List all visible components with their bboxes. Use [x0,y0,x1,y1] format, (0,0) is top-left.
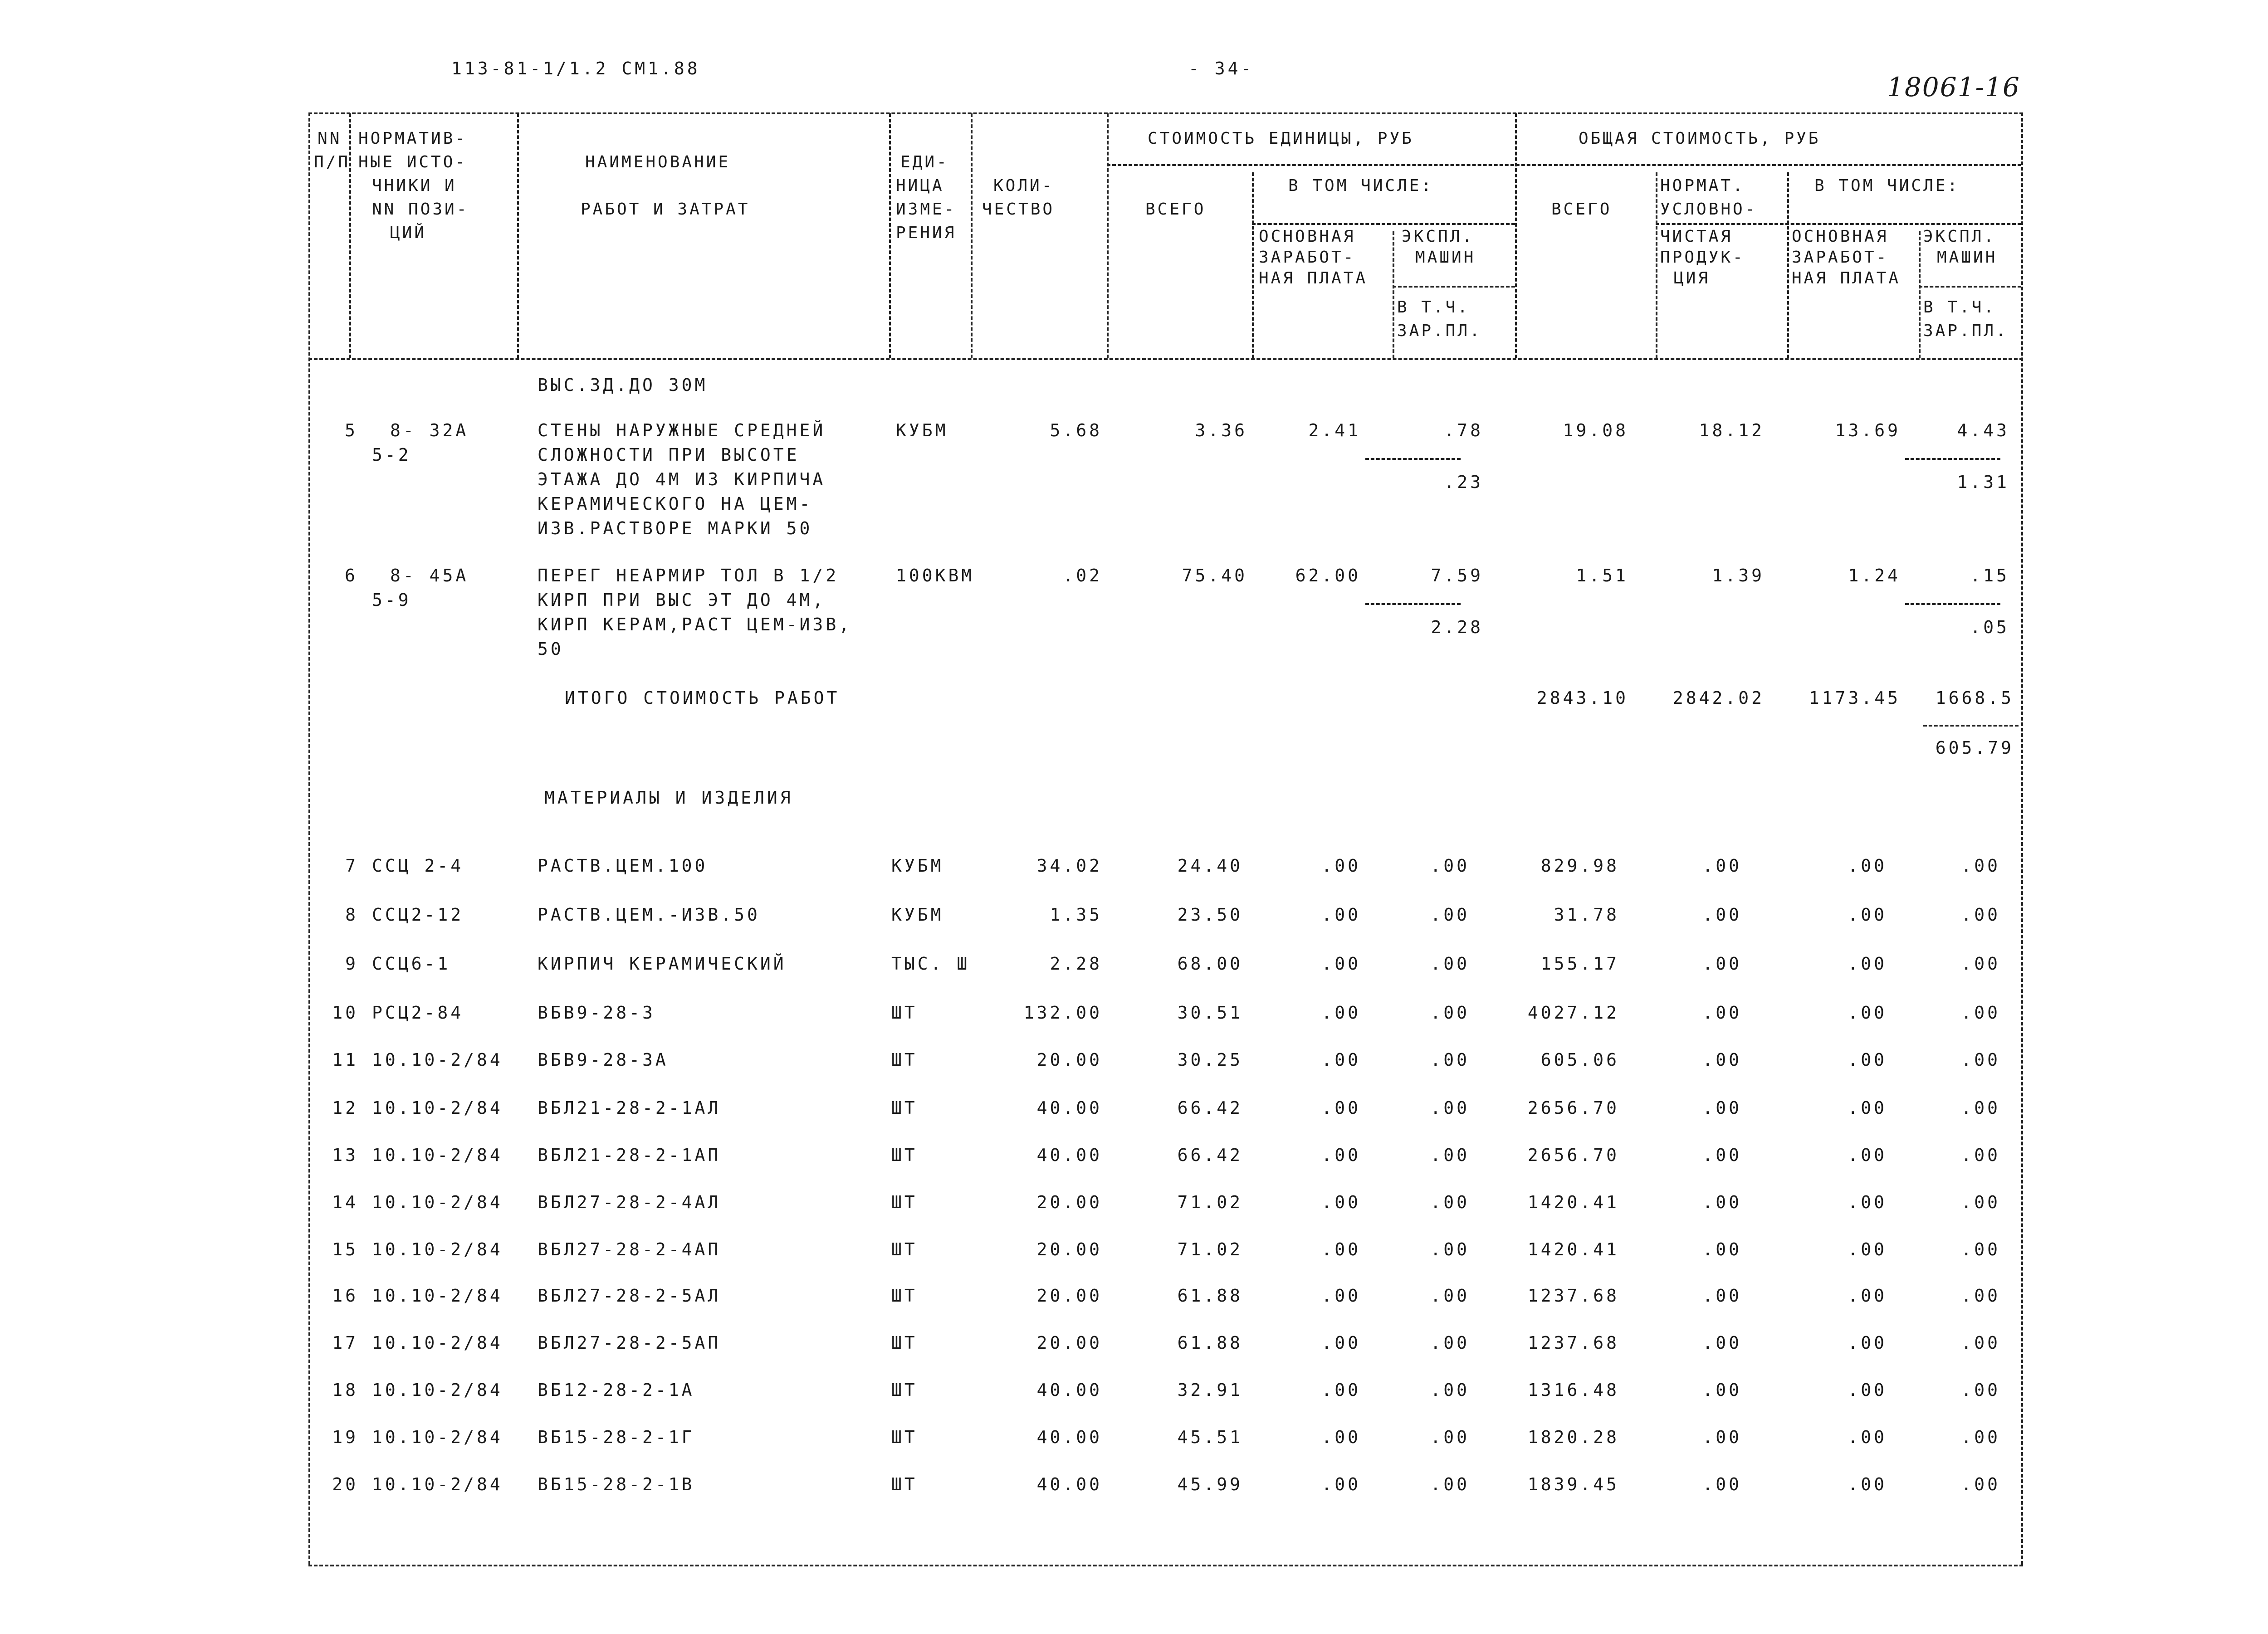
hdr-total-eksp-1: ЭКСПЛ. [1923,227,1996,246]
cell-tzp: .00 [1848,954,1887,974]
cell-em: .00 [1430,856,1470,876]
hdr-unit-cost: СТОИМОСТЬ ЕДИНИЦЫ, РУБ [1148,129,1414,148]
cell-zp: .00 [1321,1427,1361,1447]
cell-em: .00 [1430,1050,1470,1070]
cell-code: 10.10-2/84 [372,1427,503,1447]
cell-name: ВБ15-28-2-1Г [538,1427,695,1447]
cell-unit: ТЫС. Ш [891,954,970,974]
col-sep [1515,113,1517,358]
itogo-tem-zp: 605.79 [1935,738,2014,758]
row5-zp: 2.41 [1308,420,1361,440]
row6-tem-divider [1905,603,2000,605]
hdr-norm-4: NN ПОЗИ- [372,200,469,219]
row6-tzp: 1.24 [1848,566,1901,585]
cell-em: .00 [1430,1380,1470,1400]
hdr-unit-vsego: ВСЕГО [1145,200,1206,219]
cell-unit: ШТ [891,1286,918,1306]
cell-total: 2656.70 [1527,1098,1619,1118]
row6-num: 6 [345,566,358,585]
cell-unit: КУБМ [891,856,944,876]
hdr-norm-2: НЫЕ ИСТО- [358,153,468,171]
row5-name-3: ЭТАЖА ДО 4М ИЗ КИРПИЧА [538,469,826,489]
cell-total: 31.78 [1554,905,1619,925]
cell-zp: .00 [1321,954,1361,974]
cell-em: .00 [1430,1427,1470,1447]
cell-ucp: .00 [1702,1098,1742,1118]
cell-unit: ШТ [891,1003,918,1023]
header-sub-border [1656,223,2021,225]
cell-tem: .00 [1961,954,2000,974]
cell-zp: .00 [1321,1098,1361,1118]
col-sep [889,113,891,358]
hdr-name-1: НАИМЕНОВАНИЕ [585,153,731,171]
cell-tem: .00 [1961,1145,2000,1165]
col-sep [349,113,351,358]
cell-total: 1420.41 [1527,1192,1619,1212]
cell-name: ВБЛ27-28-2-4АЛ [538,1192,721,1212]
row6-price: 75.40 [1182,566,1247,585]
cell-n: 17 [332,1333,358,1353]
cell-tzp: .00 [1848,1145,1887,1165]
row5-num: 5 [345,420,358,440]
cell-tzp: .00 [1848,1050,1887,1070]
cell-code: 10.10-2/84 [372,1192,503,1212]
handwritten-stamp: 18061-16 [1887,72,2020,102]
cell-em: .00 [1430,1003,1470,1023]
hdr-qty-2: ЧЕСТВО [982,200,1055,219]
cell-qty: 40.00 [1036,1474,1102,1494]
cell-price: 71.02 [1177,1239,1243,1259]
cell-unit: ШТ [891,1050,918,1070]
row5-em-divider [1365,458,1461,460]
hdr-unit-osn-2: ЗАРАБОТ- [1259,248,1356,267]
cell-n: 13 [332,1145,358,1165]
hdr-unit-4: РЕНИЯ [896,224,957,242]
cell-tzp: .00 [1848,1192,1887,1212]
cell-price: 24.40 [1177,856,1243,876]
doc-code: 113-81-1/1.2 СМ1.88 [451,59,700,78]
cell-ucp: .00 [1702,1474,1742,1494]
cell-tem: .00 [1961,1050,2000,1070]
cell-code: ССЦ2-12 [372,905,464,925]
section-prev: ВЫС.ЗД.ДО 30М [538,375,708,395]
hdr-unit-1: ЕДИ- [900,153,949,171]
cell-price: 30.25 [1177,1050,1243,1070]
cell-code: 10.10-2/84 [372,1380,503,1400]
cell-unit: КУБМ [891,905,944,925]
row5-tem-zp: 1.31 [1957,472,2009,492]
cell-qty: 40.00 [1036,1145,1102,1165]
cell-tzp: .00 [1848,1239,1887,1259]
cell-ucp: .00 [1702,856,1742,876]
cell-unit: ШТ [891,1192,918,1212]
header-sub-border [1393,286,1515,288]
cell-n: 7 [345,856,358,876]
cell-zp: .00 [1321,856,1361,876]
cell-zp: .00 [1321,1286,1361,1306]
cell-tem: .00 [1961,1380,2000,1400]
cell-name: ВБВ9-28-3 [538,1003,655,1023]
hdr-total-vtch-2: ЗАР.ПЛ. [1923,322,2008,340]
cell-tzp: .00 [1848,1380,1887,1400]
cell-qty: 40.00 [1036,1380,1102,1400]
cell-name: КИРПИЧ КЕРАМИЧЕСКИЙ [538,954,787,974]
hdr-unit-vtch-2: ЗАР.ПЛ. [1397,322,1482,340]
cell-ucp: .00 [1702,1427,1742,1447]
cell-qty: 40.00 [1036,1427,1102,1447]
cell-code: ССЦ6-1 [372,954,451,974]
cell-code: 10.10-2/84 [372,1239,503,1259]
cell-total: 829.98 [1540,856,1619,876]
hdr-pp: П/П [314,153,351,171]
row5-unit: КУБМ [896,420,948,440]
row5-tem-divider [1905,458,2000,460]
cell-n: 18 [332,1380,358,1400]
row5-ucp: 18.12 [1699,420,1765,440]
cell-tem: .00 [1961,1474,2000,1494]
cell-price: 23.50 [1177,905,1243,925]
table-right-border [2021,112,2023,1565]
cell-tem: .00 [1961,1098,2000,1118]
cell-code: 10.10-2/84 [372,1050,503,1070]
hdr-unit-osn-3: НАЯ ПЛАТА [1259,269,1368,288]
cell-tem: .00 [1961,856,2000,876]
cell-tem: .00 [1961,1003,2000,1023]
row6-name-4: 50 [538,639,564,659]
hdr-total-osn-1: ОСНОВНАЯ [1792,227,1889,246]
cell-total: 1839.45 [1527,1474,1619,1494]
header-sub-border [1252,223,1515,225]
hdr-norm-3: ЧНИКИ И [372,176,457,195]
itogo-total: 2843.10 [1536,688,1628,708]
cell-n: 8 [345,905,358,925]
row6-ucp: 1.39 [1712,566,1765,585]
hdr-normat-3: ЧИСТАЯ [1660,227,1733,246]
cell-tem: .00 [1961,1239,2000,1259]
cell-price: 66.42 [1177,1145,1243,1165]
row5-name-4: КЕРАМИЧЕСКОГО НА ЦЕМ- [538,494,813,514]
itogo-ucp: 2842.02 [1672,688,1765,708]
row6-code-1: 8- 45А [390,566,469,585]
hdr-total-vtch-1: В Т.Ч. [1923,298,1996,317]
row6-unit: 100КВМ [896,566,975,585]
hdr-norm-1: НОРМАТИВ- [358,129,468,148]
cell-name: ВБЛ27-28-2-5АЛ [538,1286,721,1306]
cell-n: 11 [332,1050,358,1070]
row5-em: .78 [1444,420,1483,440]
cell-em: .00 [1430,1239,1470,1259]
cell-unit: ШТ [891,1145,918,1165]
row6-name-3: КИРП КЕРАМ,РАСТ ЦЕМ-ИЗВ, [538,615,852,634]
row5-name-5: ИЗВ.РАСТВОРЕ МАРКИ 50 [538,518,813,538]
row5-code-1: 8- 32А [390,420,469,440]
cell-em: .00 [1430,954,1470,974]
itogo-tem: 1668.5 [1935,688,2014,708]
row5-code-2: 5-2 [372,445,411,465]
materials-title: МАТЕРИАЛЫ И ИЗДЕЛИЯ [544,788,793,808]
table-left-border [308,112,310,1565]
cell-price: 32.91 [1177,1380,1243,1400]
hdr-total-vsego: ВСЕГО [1551,200,1612,219]
hdr-total-osn-2: ЗАРАБОТ- [1792,248,1889,267]
cell-total: 2656.70 [1527,1145,1619,1165]
cell-unit: ШТ [891,1239,918,1259]
cell-name: ВБЛ27-28-2-5АП [538,1333,721,1353]
cell-tem: .00 [1961,1192,2000,1212]
cell-qty: 2.28 [1050,954,1102,974]
cell-unit: ШТ [891,1427,918,1447]
cell-name: ВБЛ21-28-2-1АЛ [538,1098,721,1118]
cell-name: РАСТВ.ЦЕМ.100 [538,856,708,876]
row5-price: 3.36 [1195,420,1247,440]
cell-n: 20 [332,1474,358,1494]
row5-tzp: 13.69 [1835,420,1901,440]
itogo-divider [1923,725,2019,727]
cell-name: ВБЛ21-28-2-1АП [538,1145,721,1165]
cell-unit: ШТ [891,1333,918,1353]
cell-tem: .00 [1961,1286,2000,1306]
cell-tem: .00 [1961,905,2000,925]
row6-em-divider [1365,603,1461,605]
cell-price: 61.88 [1177,1333,1243,1353]
hdr-total-cost: ОБЩАЯ СТОИМОСТЬ, РУБ [1579,129,1821,148]
cell-total: 4027.12 [1527,1003,1619,1023]
cell-qty: 20.00 [1036,1239,1102,1259]
cell-name: ВБ15-28-2-1В [538,1474,695,1494]
hdr-qty-1: КОЛИ- [993,176,1054,195]
row5-qty: 5.68 [1050,420,1102,440]
col-sep [1787,172,1789,358]
cell-zp: .00 [1321,1145,1361,1165]
cell-em: .00 [1430,1286,1470,1306]
cell-total: 1237.68 [1527,1333,1619,1353]
cell-ucp: .00 [1702,1192,1742,1212]
itogo-label: ИТОГО СТОИМОСТЬ РАБОТ [565,688,840,708]
cell-em: .00 [1430,1098,1470,1118]
cell-qty: 20.00 [1036,1050,1102,1070]
header-sub-border [1919,286,2021,288]
row5-name-2: СЛОЖНОСТИ ПРИ ВЫСОТЕ [538,445,800,465]
cell-unit: ШТ [891,1474,918,1494]
col-sep [1919,231,1921,358]
row6-em-zp: 2.28 [1431,617,1483,637]
cell-em: .00 [1430,1474,1470,1494]
col-sep [1107,113,1109,358]
cell-price: 45.99 [1177,1474,1243,1494]
cell-tzp: .00 [1848,1003,1887,1023]
cell-em: .00 [1430,1145,1470,1165]
cell-code: 10.10-2/84 [372,1145,503,1165]
cell-zp: .00 [1321,1003,1361,1023]
row5-tem: 4.43 [1957,420,2009,440]
row6-tem: .15 [1970,566,2009,585]
cell-qty: 20.00 [1036,1333,1102,1353]
cell-em: .00 [1430,905,1470,925]
cell-ucp: .00 [1702,954,1742,974]
cell-code: 10.10-2/84 [372,1333,503,1353]
cell-zp: .00 [1321,1192,1361,1212]
cell-zp: .00 [1321,905,1361,925]
cell-unit: ШТ [891,1380,918,1400]
cell-qty: 20.00 [1036,1286,1102,1306]
col-sep [1656,172,1657,358]
cell-zp: .00 [1321,1333,1361,1353]
col-sep [517,113,519,358]
cell-qty: 1.35 [1050,905,1102,925]
itogo-tzp: 1173.45 [1809,688,1901,708]
cell-ucp: .00 [1702,1050,1742,1070]
row6-em: 7.59 [1431,566,1483,585]
cell-total: 1316.48 [1527,1380,1619,1400]
row6-qty: .02 [1063,566,1102,585]
hdr-unit-osn-1: ОСНОВНАЯ [1259,227,1356,246]
cell-qty: 34.02 [1036,856,1102,876]
header-sub-border [1107,164,2021,166]
hdr-normat-4: ПРОДУК- [1660,248,1745,267]
cell-code: 10.10-2/84 [372,1286,503,1306]
cell-zp: .00 [1321,1474,1361,1494]
hdr-unit-eksp-1: ЭКСПЛ. [1402,227,1475,246]
col-sep [1393,231,1394,358]
row6-name-1: ПЕРЕГ НЕАРМИР ТОЛ В 1/2 [538,566,839,585]
cell-em: .00 [1430,1192,1470,1212]
header-bottom-border [308,358,2023,360]
cell-ucp: .00 [1702,1286,1742,1306]
cell-code: РСЦ2-84 [372,1003,464,1023]
cell-ucp: .00 [1702,1239,1742,1259]
cell-code: 10.10-2/84 [372,1474,503,1494]
hdr-normat-1: НОРМАТ. [1660,176,1745,195]
row6-zp: 62.00 [1295,566,1361,585]
cell-n: 14 [332,1192,358,1212]
col-sep [1252,172,1254,358]
cell-n: 12 [332,1098,358,1118]
row5-total: 19.08 [1563,420,1628,440]
hdr-nn: NN [318,129,342,148]
cell-name: ВБЛ27-28-2-4АП [538,1239,721,1259]
table-top-border [308,112,2023,114]
cell-total: 155.17 [1540,954,1619,974]
hdr-norm-5: ЦИЙ [390,224,427,242]
page-number: - 34- [1188,59,1254,78]
cell-zp: .00 [1321,1050,1361,1070]
hdr-normat-5: ЦИЯ [1674,269,1711,288]
hdr-unit-3: ИЗМЕ- [896,200,957,219]
cell-ucp: .00 [1702,1333,1742,1353]
cell-name: РАСТВ.ЦЕМ.-ИЗВ.50 [538,905,760,925]
cell-n: 9 [345,954,358,974]
cell-ucp: .00 [1702,1380,1742,1400]
hdr-total-osn-3: НАЯ ПЛАТА [1792,269,1901,288]
cell-zp: .00 [1321,1239,1361,1259]
hdr-unit-incl: В ТОМ ЧИСЛЕ: [1288,176,1434,195]
cell-code: ССЦ 2-4 [372,856,464,876]
cell-total: 605.06 [1540,1050,1619,1070]
cell-tzp: .00 [1848,905,1887,925]
hdr-name-2: РАБОТ И ЗАТРАТ [581,200,750,219]
hdr-unit-2: НИЦА [896,176,944,195]
cell-price: 30.51 [1177,1003,1243,1023]
cell-n: 10 [332,1003,358,1023]
cell-tem: .00 [1961,1427,2000,1447]
row6-tem-zp: .05 [1970,617,2009,637]
row5-em-zp: .23 [1444,472,1483,492]
hdr-total-incl: В ТОМ ЧИСЛЕ: [1814,176,1960,195]
hdr-unit-eksp-2: МАШИН [1415,248,1476,267]
cell-tzp: .00 [1848,856,1887,876]
cell-zp: .00 [1321,1380,1361,1400]
cell-ucp: .00 [1702,905,1742,925]
cell-price: 61.88 [1177,1286,1243,1306]
col-sep [971,113,973,358]
cell-tzp: .00 [1848,1427,1887,1447]
hdr-unit-vtch-1: В Т.Ч. [1397,298,1470,317]
cell-qty: 20.00 [1036,1192,1102,1212]
row6-total: 1.51 [1576,566,1628,585]
cell-price: 66.42 [1177,1098,1243,1118]
table-bottom-border [308,1565,2023,1566]
cell-ucp: .00 [1702,1003,1742,1023]
cell-ucp: .00 [1702,1145,1742,1165]
cell-qty: 40.00 [1036,1098,1102,1118]
cell-price: 68.00 [1177,954,1243,974]
cell-tzp: .00 [1848,1333,1887,1353]
cell-price: 45.51 [1177,1427,1243,1447]
cell-em: .00 [1430,1333,1470,1353]
cell-qty: 132.00 [1023,1003,1102,1023]
cell-price: 71.02 [1177,1192,1243,1212]
cell-name: ВБВ9-28-3А [538,1050,669,1070]
cell-code: 10.10-2/84 [372,1098,503,1118]
cell-tzp: .00 [1848,1286,1887,1306]
hdr-total-eksp-2: МАШИН [1937,248,1998,267]
cell-total: 1420.41 [1527,1239,1619,1259]
row6-name-2: КИРП ПРИ ВЫС ЭТ ДО 4М, [538,590,826,610]
cell-name: ВБ12-28-2-1А [538,1380,695,1400]
cell-n: 16 [332,1286,358,1306]
cell-unit: ШТ [891,1098,918,1118]
cell-total: 1820.28 [1527,1427,1619,1447]
cell-tem: .00 [1961,1333,2000,1353]
hdr-normat-2: УСЛОВНО- [1660,200,1757,219]
cell-n: 15 [332,1239,358,1259]
cell-tzp: .00 [1848,1098,1887,1118]
cell-total: 1237.68 [1527,1286,1619,1306]
row5-name-1: СТЕНЫ НАРУЖНЫЕ СРЕДНЕЙ [538,420,826,440]
cell-n: 19 [332,1427,358,1447]
row6-code-2: 5-9 [372,590,411,610]
cell-tzp: .00 [1848,1474,1887,1494]
